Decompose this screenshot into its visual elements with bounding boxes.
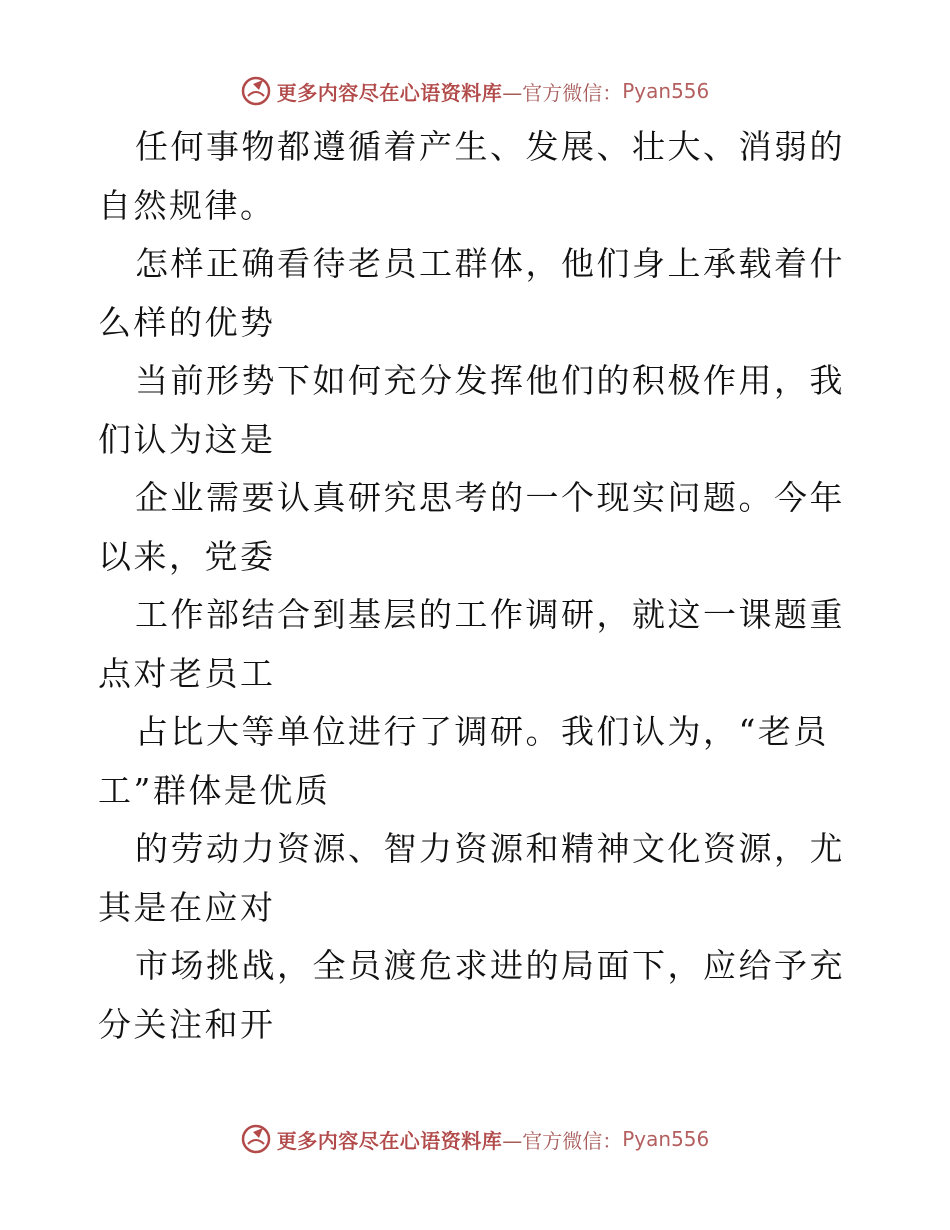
banner-wechat-id: Pyan556	[622, 1127, 710, 1151]
book-quill-logo-icon	[241, 76, 271, 106]
paragraph: 企业需要认真研究思考的一个现实问题。今年以来，党委	[98, 478, 845, 576]
banner-wechat-id: Pyan556	[622, 79, 710, 103]
paragraph: 工作部结合到基层的工作调研，就这一课题重点对老员工	[98, 595, 845, 693]
paragraph: 的劳动力资源、智力资源和精神文化资源，尤其是在应对	[98, 829, 845, 927]
paragraph: 占比大等单位进行了调研。我们认为，“老员工”群体是优质	[98, 712, 829, 810]
paragraph: 市场挑战，全员渡危求进的局面下，应给予充分关注和开	[98, 946, 845, 1044]
paragraph: 当前形势下如何充分发挥他们的积极作用，我们认为这是	[98, 361, 845, 459]
paragraph: 任何事物都遵循着产生、发展、壮大、消弱的自然规律。	[98, 127, 845, 225]
banner-separator: —官方微信：	[502, 80, 623, 105]
banner-title: 更多内容尽在心语资料库	[276, 1128, 503, 1153]
banner-separator: —官方微信：	[502, 1128, 623, 1153]
header-banner	[0, 73, 950, 109]
footer-banner	[0, 1121, 950, 1157]
document-body	[98, 118, 858, 1054]
paragraph: 怎样正确看待老员工群体，他们身上承载着什么样的优势	[98, 244, 845, 342]
banner-title: 更多内容尽在心语资料库	[276, 80, 503, 105]
book-quill-logo-icon	[241, 1124, 271, 1154]
